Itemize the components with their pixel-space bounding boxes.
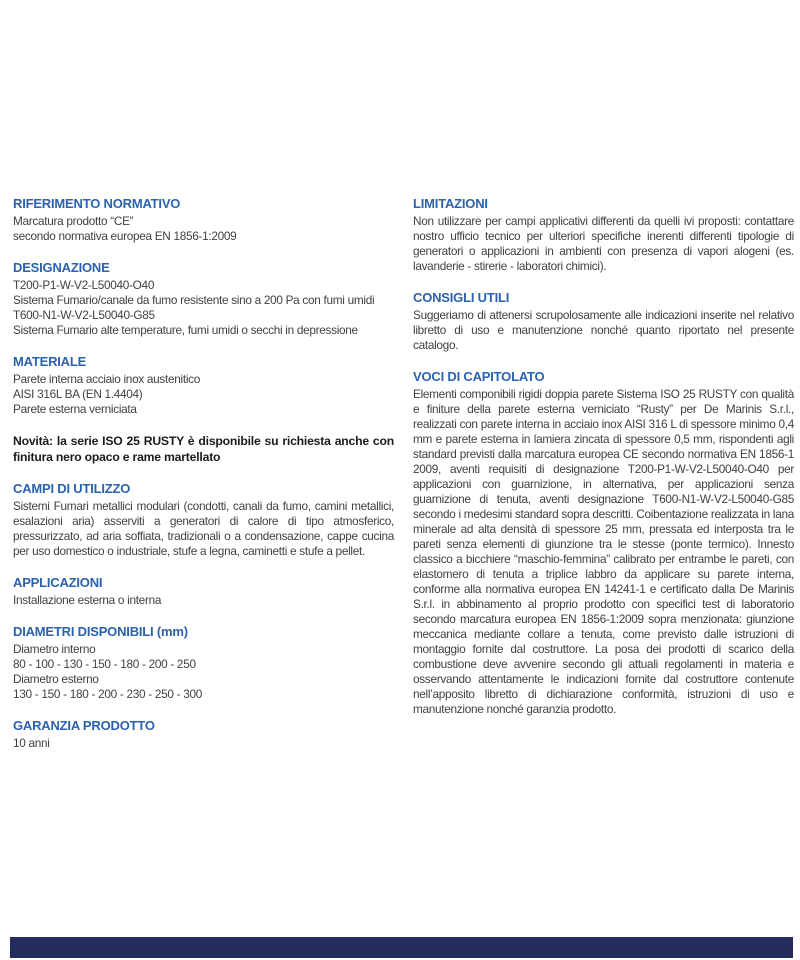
section-paragraph: Suggeriamo di attenersi scrupolosamente alle indicazioni inserite nel relativo libretto di uso e manutenzione nonché quanto riportato nel presente catalogo. [413, 308, 794, 352]
section-consigli-utili [413, 290, 794, 353]
footer-accent-bar [10, 937, 793, 958]
section-text-line: Installazione esterna o interna [13, 593, 162, 607]
section-text-line: Marcatura prodotto “CE” [13, 214, 134, 228]
section-heading: MATERIALE [13, 354, 87, 369]
section-text-line: Sistema Fumario/canale da fumo resistente sino a 200 Pa con fumi umidi [13, 293, 375, 307]
right-column [413, 196, 794, 767]
section-text-line: Sistema Fumario alte temperature, fumi umidi o secchi in depressione [13, 323, 358, 337]
section-voci-di-capitolato [413, 369, 794, 717]
section-heading: VOCI DI CAPITOLATO [413, 369, 545, 384]
section-text-line: Parete esterna verniciata [13, 402, 137, 416]
section-designazione [13, 260, 394, 338]
section-riferimento-normativo [13, 196, 394, 244]
section-heading: GARANZIA PRODOTTO [13, 718, 155, 733]
section-text-line: 130 - 150 - 180 - 200 - 230 - 250 - 300 [13, 687, 202, 701]
section-text-line: Parete interna acciaio inox austenitico [13, 372, 200, 386]
section-heading: RIFERIMENTO NORMATIVO [13, 196, 181, 211]
section-heading: APPLICAZIONI [13, 575, 103, 590]
section-text-line: T600-N1-W-V2-L50040-G85 [13, 308, 155, 322]
section-diametri-disponibili [13, 624, 394, 702]
section-text-line: T200-P1-W-V2-L50040-O40 [13, 278, 155, 292]
section-text-line: secondo normativa europea EN 1856-1:2009 [13, 229, 237, 243]
section-heading: LIMITAZIONI [413, 196, 488, 211]
section-text-line: Diametro esterno [13, 672, 99, 686]
section-garanzia-prodotto [13, 718, 394, 751]
section-text-line: 10 anni [13, 736, 50, 750]
section-heading: DESIGNAZIONE [13, 260, 110, 275]
novita-highlight-text: Novità: la serie ISO 25 RUSTY è disponibile su richiesta anche con finitura nero opaco e rame martellato [13, 434, 394, 464]
section-limitazioni [413, 196, 794, 274]
section-paragraph: Elementi componibili rigidi doppia parete Sistema ISO 25 RUSTY con qualità e finiture della parete esterna verniciato “Rusty” per De Marinis S.r.l., realizzati con parete interna in acciaio inox AISI 316 L di spessore minimo 0,4 mm e parete esterna in lamiera zincata di spessore 0,5 mm, rispondenti agli standard previsti dalla marcatura europea CE secondo normativa EN 1856-1 2009, aventi requisiti di designazione T200-P1-W-V2-L50040-O40 per applicazioni con guarnizione, in alternativa, per applicazioni senza guarnizione di tenuta, aventi designazione T600-N1-W-V2-L50040-G85 secondo i medesimi standard sopra descritti. Coibentazione realizzata in lana minerale ad alta densità di spessore 25 mm, pressata ed interposta tra le pareti senza elementi di giunzione tra le stesse (ponte termico). Innesto classico a bicchiere “maschio-femmina” calibrato per entrambe le pareti, con elastomero di tenuta a triplice labbro da applicare su parete interna, conforme alla normativa europea EN 14241-1 e certificato dalla De Marinis S.r.l. in abbinamento al proprio prodotto con specifici test di laboratorio secondo marcatura europea EN 1856-1:2009 sopra menzionata: giunzione meccanica mediante collare a tenuta, come previsto dalle istruzioni di montaggio fornite dal costruttore. La posa dei prodotti di scarico della combustione deve avvenire secondo gli attuali regolamenti in materia e osservando attentamente le indicazioni fornite dal costruttore contenute nell’apposito libretto di dichiarazione conformità, istruzioni di uso e manutenzione nonché garanzia prodotto. [413, 387, 794, 716]
section-text-line: Diametro interno [13, 642, 96, 656]
section-applicazioni [13, 575, 394, 608]
section-heading: DIAMETRI DISPONIBILI (mm) [13, 624, 188, 639]
left-column [13, 196, 394, 767]
section-heading: CAMPI DI UTILIZZO [13, 481, 131, 496]
section-paragraph: Non utilizzare per campi applicativi differenti da quelli ivi proposti: contattare nostro ufficio tecnico per ulteriori specifiche inerenti differenti tipologie di generatori o applicazioni in ambienti con presenza di vapori alogeni (es. lavanderie - stirerie - laboratori chimici). [413, 214, 794, 273]
section-materiale [13, 354, 394, 417]
section-text-line: AISI 316L BA (EN 1.4404) [13, 387, 143, 401]
section-paragraph: Sistemi Fumari metallici modulari (condotti, canali da fumo, camini metallici, esalazioni aria) asserviti a generatori di calore di tipo atmosferico, pressurizzato, ad aria soffiata, tradizionali o a condensazione, cappe cucina per uso domestico o industriale, stufe a legna, caminetti e stufe a pellet. [13, 499, 394, 558]
section-campi-di-utilizzo [13, 481, 394, 559]
content-columns [13, 196, 794, 767]
section-heading: CONSIGLI UTILI [413, 290, 510, 305]
section-text-line: 80 - 100 - 130 - 150 - 180 - 200 - 250 [13, 657, 196, 671]
